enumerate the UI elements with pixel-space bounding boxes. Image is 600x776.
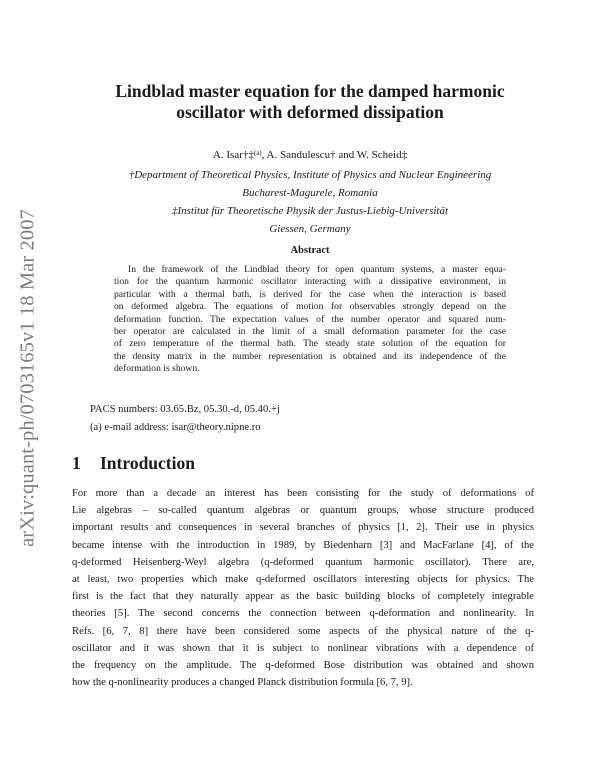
body-line: important results and consequences in several branches of physics [1, 2]. Their use in physics	[72, 522, 534, 534]
body-line: Refs. [6, 7, 8] there have been considered some aspects of the physical nature of the q-	[72, 625, 534, 637]
abstract-line: deformation function. The expectation values of the number operator and squared num-	[114, 313, 506, 325]
abstract-line: of zero temperature of the thermal bath. The steady state solution of the equation for	[114, 338, 506, 350]
body-line: the frequency on the amplitude. The q-deformed Bose distribution was obtained and shown	[72, 660, 534, 672]
body-line: first is the fact that they naturally appear as the basic building blocks of completely integrable	[72, 591, 534, 603]
abstract-heading: Abstract	[290, 245, 330, 256]
title-line-2: oscillator with deformed dissipation	[176, 102, 444, 122]
arxiv-identifier	[16, 188, 40, 568]
section-heading	[72, 453, 195, 474]
section-title: Introduction	[100, 453, 195, 473]
abstract-line: ber operator are calculated in the limit of a small deformation parameter for the case	[114, 326, 506, 338]
abstract-line: In the framework of the Lindblad theory for open quantum systems, a master equa-	[128, 264, 506, 275]
affiliation-line: †Department of Theoretical Physics, Institute of Physics and Nuclear Engineering	[128, 169, 492, 181]
body-line: at least, two properties which make q-deformed oscillators interesting objects for physics. The	[72, 574, 534, 586]
body-line: For more than a decade an interest has been consisting for the study of deformations of	[72, 488, 534, 499]
email-footnote-mark: (a)	[253, 149, 262, 157]
affiliation-line: Giessen, Germany	[269, 223, 351, 235]
affiliations	[70, 166, 550, 238]
body-line: oscillator and it was shown that it is subject to nonlinear vibrations with a dependence of	[72, 642, 534, 654]
arxiv-identifier-text: arXiv:quant-ph/0703165v1 18 Mar 2007	[16, 209, 39, 547]
author-others: , A. Sandulescu† and W. Scheid‡	[261, 149, 408, 161]
pacs-numbers: PACS numbers: 03.65.Bz, 05.30.-d, 05.40.+j	[90, 404, 280, 415]
introduction-paragraph	[72, 485, 534, 691]
abstract-line: particular with a thermal bath, is derived for the case when the interaction is based	[114, 288, 506, 300]
paper-title	[70, 81, 550, 123]
abstract-line: deformation is shown.	[114, 363, 200, 375]
body-line: q-deformed Heisenberg-Weyl algebra (q-deformed quantum harmonic oscillator). There are,	[72, 556, 534, 568]
affiliation-line: ‡Institut für Theoretische Physik der Justus-Liebig-Universität	[171, 205, 449, 217]
body-line: Lie algebras – so-called quantum algebras or quantum groups, whose structure produced	[72, 505, 534, 517]
abstract-line: tion for the quantum harmonic oscillator interacting with a dissipative environment, in	[114, 276, 506, 288]
author-isar: A. Isar†‡	[212, 149, 254, 161]
affiliation-line: Bucharest-Magurele, Romania	[242, 187, 378, 199]
author-list	[70, 148, 550, 163]
abstract-line: on deformed algebra. The equations of motion for observables strongly depend on the	[114, 301, 506, 313]
body-line: how the q-nonlinearity produces a changed Planck distribution formula [6, 7, 9].	[72, 677, 413, 689]
abstract-body	[114, 264, 506, 376]
title-line-1: Lindblad master equation for the damped harmonic	[115, 81, 505, 101]
abstract-line: the density matrix in the number representation is obtained and its independence of the	[114, 350, 506, 362]
section-number: 1	[72, 453, 81, 473]
body-line: became intense with the introduction in 1989, by Biedenharn [3] and MacFarlane [4], of the	[72, 539, 534, 551]
body-line: theories [5]. The second concerns the connection between q-deformation and nonlinearity. In	[72, 608, 534, 620]
email-footnote: (a) e-mail address: isar@theory.nipne.ro	[90, 422, 261, 433]
